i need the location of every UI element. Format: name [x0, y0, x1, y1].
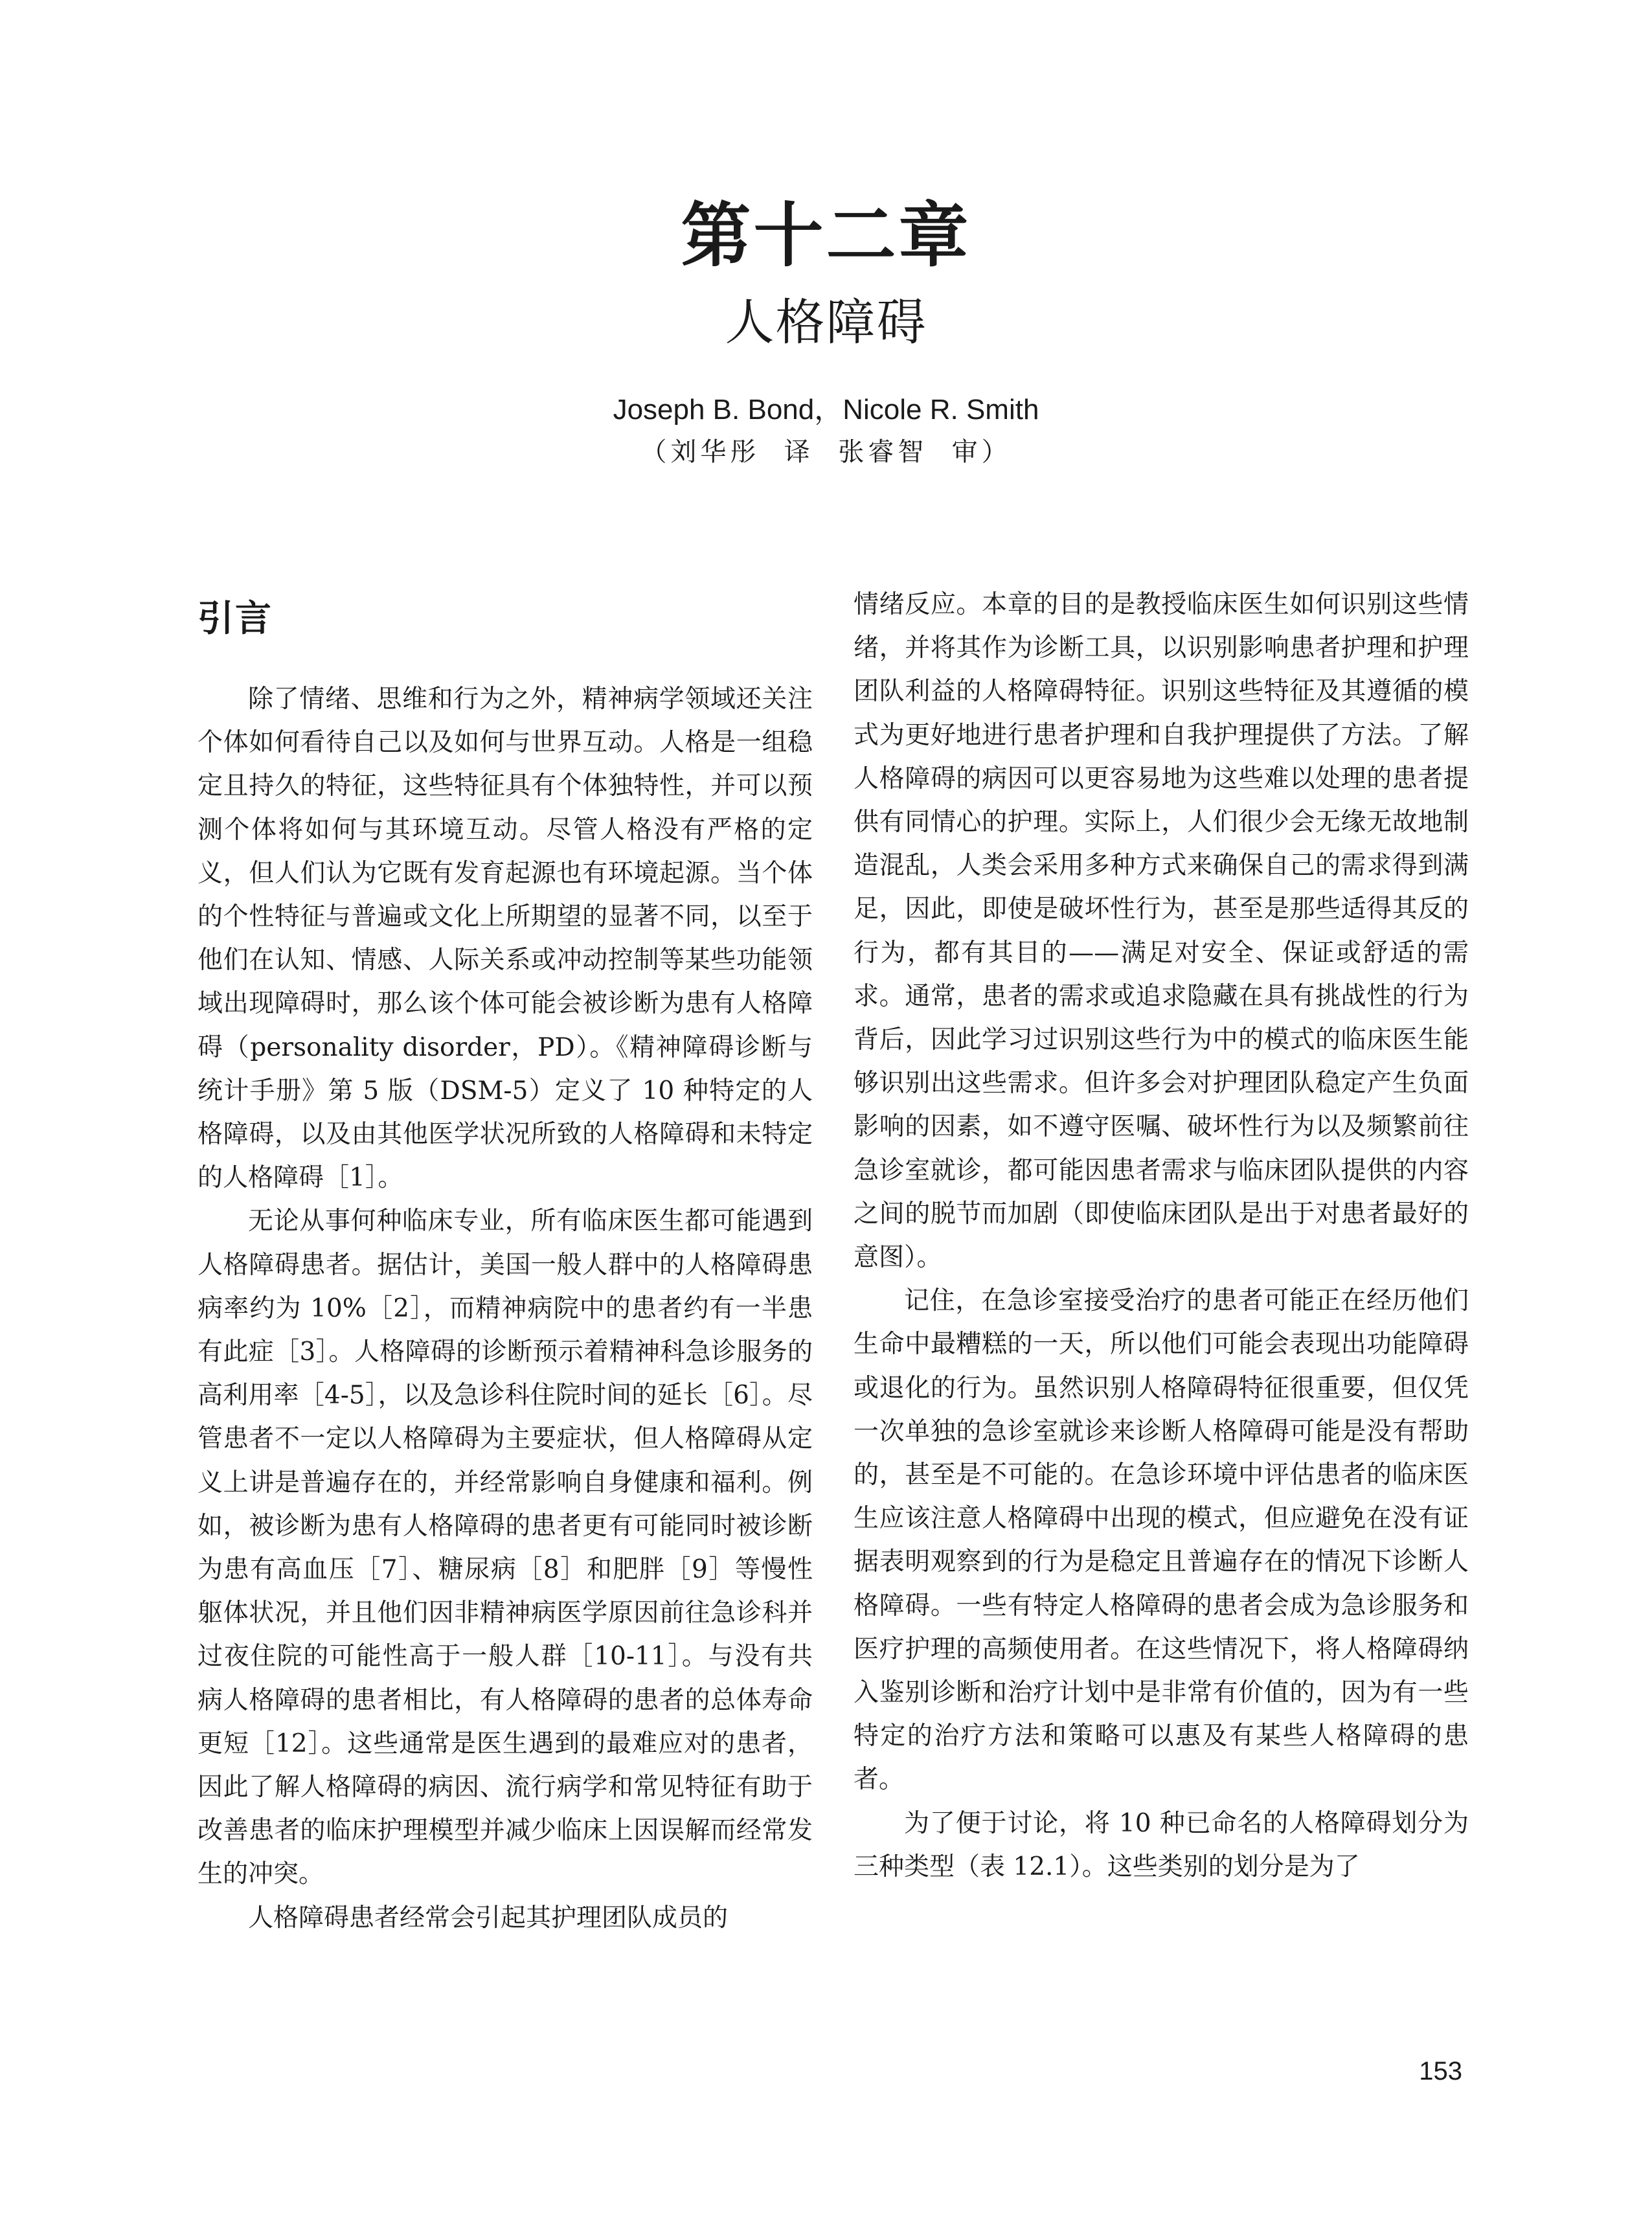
- right-column: [854, 583, 1469, 1889]
- authors: Joseph B. Bond，Nicole R. Smith: [613, 394, 1039, 426]
- page-number: 153: [1419, 2057, 1462, 2085]
- left-column: [198, 583, 813, 1940]
- body-paragraph: 为了便于讨论，将 10 种已命名的人格障碍划分为三种类型（表 12.1）。这些类别的划分是为了: [854, 1808, 1469, 1881]
- body-paragraph: 无论从事何种临床专业，所有临床医生都可能遇到人格障碍患者。据估计，美国一般人群中的人格障碍患病率约为 10%［2］，而精神病院中的患者约有一半患有此症［3］。人格障碍的诊断预示着精神科急诊服务的高利用率［4-5］，以及急诊科住院时间的延长［6］。尽管患者不一定以人格障碍为主要症状，但人格障碍从定义上讲是普遍存在的，并经常影响自身健康和福利。例如，被诊断为患有人格障碍的患者更有可能同时被诊断为患有高血压［7］、糖尿病［8］和肥胖［9］等慢性躯体状况，并且他们因非精神病医学原因前往急诊科并过夜住院的可能性高于一般人群［10-11］。与没有共病人格障碍的患者相比，有人格障碍的患者的总体寿命更短［12］。这些通常是医生遇到的最难应对的患者，因此了解人格障碍的病因、流行病学和常见特征有助于改善患者的临床护理模型并减少临床上因误解而经常发生的冲突。: [198, 1207, 813, 1889]
- body-paragraph-continued: 情绪反应。本章的目的是教授临床医生如何识别这些情绪，并将其作为诊断工具，以识别影响患者护理和护理团队利益的人格障碍特征。识别这些特征及其遵循的模式为更好地进行患者护理和自我护理提供了方法。了解人格障碍的病因可以更容易地为这些难以处理的患者提供有同情心的护理。实际上，人们很少会无缘无故地制造混乱，人类会采用多种方式来确保自己的需求得到满足，因此，即使是破坏性行为，甚至是那些适得其反的行为，都有其目的——满足对安全、保证或舒适的需求。通常，患者的需求或追求隐藏在具有挑战性的行为背后，因此学习过识别这些行为中的模式的临床医生能够识别出这些需求。但许多会对护理团队稳定产生负面影响的因素，如不遵守医嘱、破坏性行为以及频繁前往急诊室就诊，都可能因患者需求与临床团队提供的内容之间的脱节而加剧（即使临床团队是出于对患者最好的意图）。: [854, 590, 1469, 1273]
- chapter-title: 人格障碍: [725, 293, 927, 351]
- body-paragraph: 除了情绪、思维和行为之外，精神病学领域还关注个体如何看待自己以及如何与世界互动。人格是一组稳定且持久的特征，这些特征具有个体独特性，并可以预测个体将如何与其环境互动。尽管人格没有严格的定义，但人们认为它既有发育起源也有环境起源。当个体的个性特征与普遍或文化上所期望的显著不同，以至于他们在认知、情感、人际关系或冲动控制等某些功能领域出现障碍时，那么该个体可能会被诊断为患有人格障碍（personality disorder，PD）。《精神障碍诊断与统计手册》第 5 版（DSM-5）定义了 10 种特定的人格障碍，以及由其他医学状况所致的人格障碍和未特定的人格障碍［1］。: [198, 685, 813, 1193]
- body-paragraph: 人格障碍患者经常会引起其护理团队成员的: [248, 1903, 729, 1933]
- translators: （刘华彤 译 张睿智 审）: [640, 437, 1012, 467]
- body-paragraph: 记住，在急诊室接受治疗的患者可能正在经历他们生命中最糟糕的一天，所以他们可能会表现出功能障碍或退化的行为。虽然识别人格障碍特征很重要，但仅凭一次单独的急诊室就诊来诊断人格障碍可能是没有帮助的，甚至是不可能的。在急诊环境中评估患者的临床医生应该注意人格障碍中出现的模式，但应避免在没有证据表明观察到的行为是稳定且普遍存在的情况下诊断人格障碍。一些有特定人格障碍的患者会成为急诊服务和医疗护理的高频使用者。在这些情况下，将人格障碍纳入鉴别诊断和治疗计划中是非常有价值的，因为有一些特定的治疗方法和策略可以惠及有某些人格障碍的患者。: [854, 1286, 1469, 1795]
- section-heading-introduction: 引言: [198, 598, 273, 640]
- chapter-number: 第十二章: [681, 196, 971, 277]
